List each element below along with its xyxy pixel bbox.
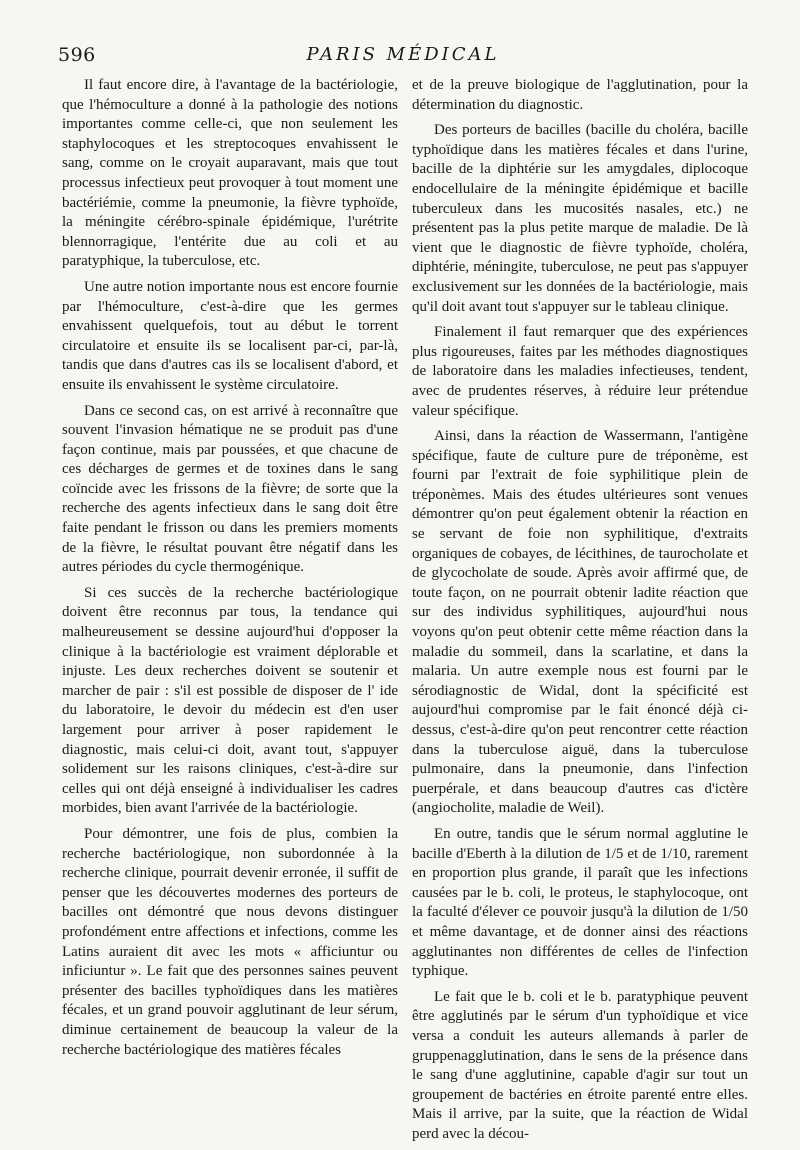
- paragraph: Si ces succès de la recherche bactériologique doivent être reconnus par tous, la tendance qui malheureusement se dessine aujourd'hui d'opposer la clinique à la bactériologie est vraiment déplorable et injuste. Les deux recherches doivent se soutenir et marcher de pair : s'il est possible de disposer de l' ide du laboratoire, le devoir du médecin est d'en user largement pour arriver à poser rapidement le diagnostic, mais celui-ci doit, avant tout, s'appuyer solidement sur les raisons cliniques, c'est-à-dire sur celles qui ont déjà enseigné à individualiser les cadres morbides, bien avant l'arrivée de la bactériologie.: [62, 584, 398, 817]
- paragraph: Ainsi, dans la réaction de Wassermann, l'antigène spécifique, faute de culture pure de tréponème, est fourni par l'extrait de foie syphilitique plein de tréponèmes. Mais des études ultérieures sont venues démontrer qu'on peut également obtenir la réaction en se servant de foie non syphilitique, d'extraits organiques de cobayes, de lécithines, de taurocholate et de glycocholate de soude. Après avoir affirmé que, de toute façon, on ne pourrait obtenir ladite réaction que sur des individus syphilitiques, aujourd'hui nous voyons qu'on peut obtenir cette même réaction dans la maladie du sommeil, dans la scarlatine, et dans la malaria. Un autre exemple nous est fourni par le sérodiagnostic de Widal, dont la spécificité est aujourd'hui compromise par le fait énoncé déjà ci-dessus, c'est-à-dire qu'on peut rencontrer cette réaction dans la tuberculose aiguë, dans la tuberculose pulmonaire, dans la pneumonie, dans l'infection puerpérale, et dans beaucoup d'autres cas d'ictère (angiocholite, maladie de Weil).: [412, 428, 748, 817]
- paragraph-continued: et de la preuve biologique de l'agglutination, pour la détermination du diagnostic.: [412, 77, 748, 113]
- paragraph: Des porteurs de bacilles (bacille du choléra, bacille typhoïdique dans les matières fécales et dans l'urine, bacille de la diphtérie sur les amygdales, diplocoque endocellulaire de la méningite épidémique et bacille tuberculeux dans les mucosités nasales, etc.) ne présentent pas la plus petite marque de maladie. De là vient que le diagnostic de fièvre typhoïde, choléra, diphtérie, méningite, tuberculose, ne peut pas s'appuyer exclusivement sur les données de la bactériologie, mais qu'il doit avant tout s'appuyer sur le tableau clinique.: [412, 122, 748, 315]
- running-title: PARIS MÉDICAL: [306, 44, 500, 65]
- paragraph: Finalement il faut remarquer que des expériences plus rigoureuses, faites par les méthodes diagnostiques de laboratoire dans les maladies infectieuses, tendent, avec de prudentes réserves, à réduire leur prétendue valeur spécifique.: [412, 324, 748, 419]
- paragraph: En outre, tandis que le sérum normal agglutine le bacille d'Eberth à la dilution de 1/5 et de 1/10, rarement en proportion plus grande, il paraît que les infections causées par le b. coli, le proteus, le staphylocoque, ont la faculté d'élever ce pouvoir jusqu'à la dilution de 1/50 et même davantage, et de donner ainsi des réactions agglutinantes non différentes de celles de l'infection typhique.: [412, 825, 748, 980]
- left-column: [62, 76, 398, 1066]
- paragraph: Dans ce second cas, on est arrivé à reconnaître que souvent l'invasion hématique ne se produit pas d'une façon continue, mais par poussées, et que chacune de ces décharges de germes et de toxines dans le sang coïncide avec les frissons de la fièvre; de sorte que la recherche des agents infectieux dans le sang doit être faite pendant le frisson ou dans les premiers moments de la fièvre, le résultat pouvant être négatif dans les autres périodes du cycle thermogénique.: [62, 402, 398, 576]
- page-header: [58, 44, 748, 72]
- page-number: 596: [58, 44, 96, 66]
- paragraph: Une autre notion importante nous est encore fournie par l'hémoculture, c'est-à-dire que les germes envahissent quelquefois, tout au début le torrent circulatoire et ensuite ils se localisent par-ci, par-là, tandis que dans d'autres cas ils se localisent d'abord, et ensuite ils envahissent le système circulatoire.: [62, 278, 398, 393]
- paragraph: Le fait que le b. coli et le b. paratyphique peuvent être agglutinés par le sérum d'un typhoïdique et vice versa a conduit les auteurs allemands à parler de gruppenagglutination, dans le sens de la présence dans le sang d'une agglutinine, capable d'agir sur tout un groupement de bactéries en étroite parenté entre elles. Mais il arrive, par la suite, que la réaction de Widal perd avec la décou-: [412, 988, 748, 1142]
- right-column: [412, 76, 748, 1150]
- paragraph: Il faut encore dire, à l'avantage de la bactériologie, que l'hémoculture a donné à la pathologie des notions importantes comme celle-ci, que non seulement les staphylocoques et les streptocoques envahissent le sang, comme on le croyait auparavant, mais que tout processus infectieux peut provoquer à tout moment une bactériémie, comme la pneumonie, la fièvre typhoïde, la méningite cérébro-spinale épidémique, l'urétrite blennorragique, l'entérite due au coli et au paratyphique, la tuberculose, etc.: [62, 77, 398, 270]
- paragraph: Pour démontrer, une fois de plus, combien la recherche bactériologique, non subordonnée à la recherche clinique, pourrait devenir erronée, il suffit de penser que les découvertes modernes des porteurs de bacilles ont démontré que nous devons distinguer profondément entre affections et infections, comme les Latins auraient dit avec les mots « afficiuntur ou inficiuntur ». Le fait que des personnes saines peuvent présenter des bacilles typhoïdiques dans les matières fécales, et un grand pouvoir agglutinant de leur sérum, diminue certainement de beaucoup la valeur de la recherche bactériologique des matières fécales: [62, 825, 398, 1058]
